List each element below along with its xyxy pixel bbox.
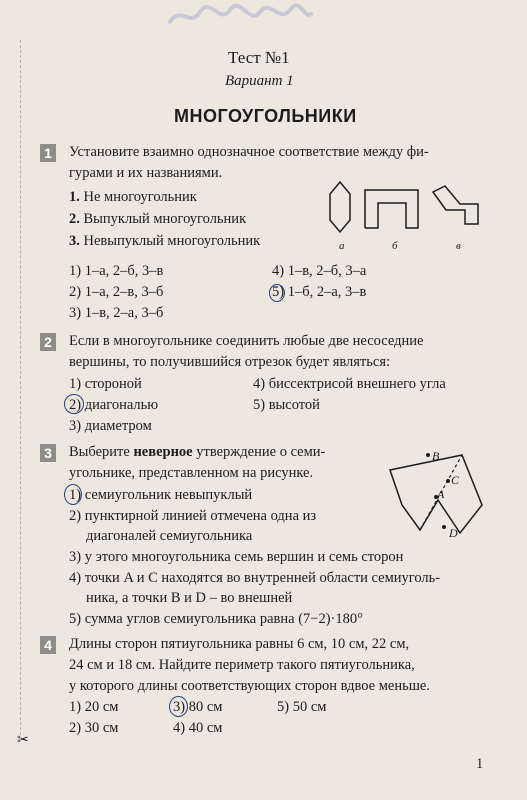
answer-option[interactable]: 3) диаметром bbox=[69, 418, 152, 434]
shapes-figure bbox=[320, 178, 490, 238]
variant-label: Вариант 1 bbox=[225, 73, 294, 89]
answer-option[interactable]: 5) 1–б, 2–а, 3–в bbox=[272, 284, 367, 300]
shape-label: б bbox=[392, 240, 398, 252]
answer-option[interactable]: 3) 80 см bbox=[173, 699, 223, 715]
question-text: вершины, то получившийся отрезок будет являться: bbox=[69, 354, 391, 370]
question-text: Если в многоугольнике соединить любые две несоседние bbox=[69, 333, 424, 349]
question-number-badge: 4 bbox=[40, 636, 56, 654]
answer-circle-mark bbox=[269, 284, 285, 302]
page-number: 1 bbox=[476, 756, 484, 772]
hexagon-shape bbox=[330, 182, 350, 232]
answer-option[interactable]: 1) 20 см bbox=[69, 699, 119, 715]
point-C bbox=[446, 479, 450, 483]
watermark-scribble bbox=[165, 0, 315, 30]
answer-option[interactable]: 5) 50 см bbox=[277, 699, 327, 715]
open-bracket-shape bbox=[365, 190, 418, 228]
question-text: Установите взаимно однозначное соответствие между фи- bbox=[69, 144, 429, 160]
section-heading: МНОГОУГОЛЬНИКИ bbox=[174, 106, 357, 126]
answer-circle-mark bbox=[64, 484, 82, 505]
answer-option[interactable]: 5) сумма углов семиугольника равна (7−2)·180° bbox=[69, 611, 363, 627]
match-item: 1. Не многоугольник bbox=[69, 189, 197, 205]
answer-option[interactable]: 1) семиугольник невыпуклый bbox=[69, 487, 253, 503]
match-item: 3. Невыпуклый многоугольник bbox=[69, 233, 261, 249]
answer-option[interactable]: 2) 1–а, 2–в, 3–б bbox=[69, 284, 164, 300]
answer-option[interactable]: 5) высотой bbox=[253, 397, 320, 413]
question-text: гурами и их названиями. bbox=[69, 165, 223, 181]
figure-label-D: D bbox=[449, 526, 458, 540]
answer-option[interactable]: 3) 1–в, 2–а, 3–б bbox=[69, 305, 164, 321]
point-D bbox=[442, 525, 446, 529]
question-number-badge: 3 bbox=[40, 444, 56, 462]
answer-option[interactable]: 4) биссектрисой внешнего угла bbox=[253, 376, 446, 392]
question-number-badge: 2 bbox=[40, 333, 56, 351]
answer-option[interactable]: 4) 1–в, 2–б, 3–а bbox=[272, 263, 367, 279]
question-text: у которого длины соответствующих сторон вдвое меньше. bbox=[69, 678, 430, 694]
answer-option[interactable]: 2) пунктирной линией отмечена одна из bbox=[69, 508, 317, 524]
cut-line bbox=[20, 40, 21, 740]
answer-option-continuation: ника, а точки B и D – во внешней bbox=[86, 590, 293, 606]
shape-label: а bbox=[339, 240, 345, 252]
shape-label: в bbox=[456, 240, 461, 252]
answer-option[interactable]: 3) у этого многоугольника семь вершин и семь сторон bbox=[69, 549, 404, 565]
question-text: Длины сторон пятиугольника равны 6 см, 10 см, 22 см, bbox=[69, 636, 410, 652]
question-text: Выберите неверное утверждение о семи- bbox=[69, 444, 326, 460]
answer-option[interactable]: 2) 30 см bbox=[69, 720, 119, 736]
figure-label-C: C bbox=[451, 473, 460, 487]
question-number-badge: 1 bbox=[40, 144, 56, 162]
heptagon-outline bbox=[390, 455, 482, 533]
answer-option[interactable]: 1) 1–а, 2–б, 3–в bbox=[69, 263, 164, 279]
answer-option[interactable]: 2) диагональю bbox=[69, 397, 159, 413]
answer-circle-mark bbox=[64, 394, 84, 414]
step-shape bbox=[433, 186, 478, 224]
match-item: 2. Выпуклый многоугольник bbox=[69, 211, 247, 227]
figure-label-B: B bbox=[432, 449, 440, 463]
answer-option[interactable]: 4) 40 см bbox=[173, 720, 223, 736]
question-text: угольнике, представленном на рисунке. bbox=[69, 465, 314, 481]
answer-option[interactable]: 1) стороной bbox=[69, 376, 142, 392]
point-B bbox=[426, 453, 430, 457]
answer-option-continuation: диагоналей семиугольника bbox=[86, 528, 253, 544]
figure-label-A: A bbox=[437, 487, 445, 501]
question-text: 24 см и 18 см. Найдите периметр такого пятиугольника, bbox=[69, 657, 415, 673]
scissors-icon: ✂ bbox=[17, 733, 29, 748]
answer-option[interactable]: 4) точки A и C находятся во внутренней области семиуголь- bbox=[69, 570, 441, 586]
answer-circle-mark bbox=[169, 696, 188, 717]
test-title: Тест №1 bbox=[228, 48, 290, 67]
